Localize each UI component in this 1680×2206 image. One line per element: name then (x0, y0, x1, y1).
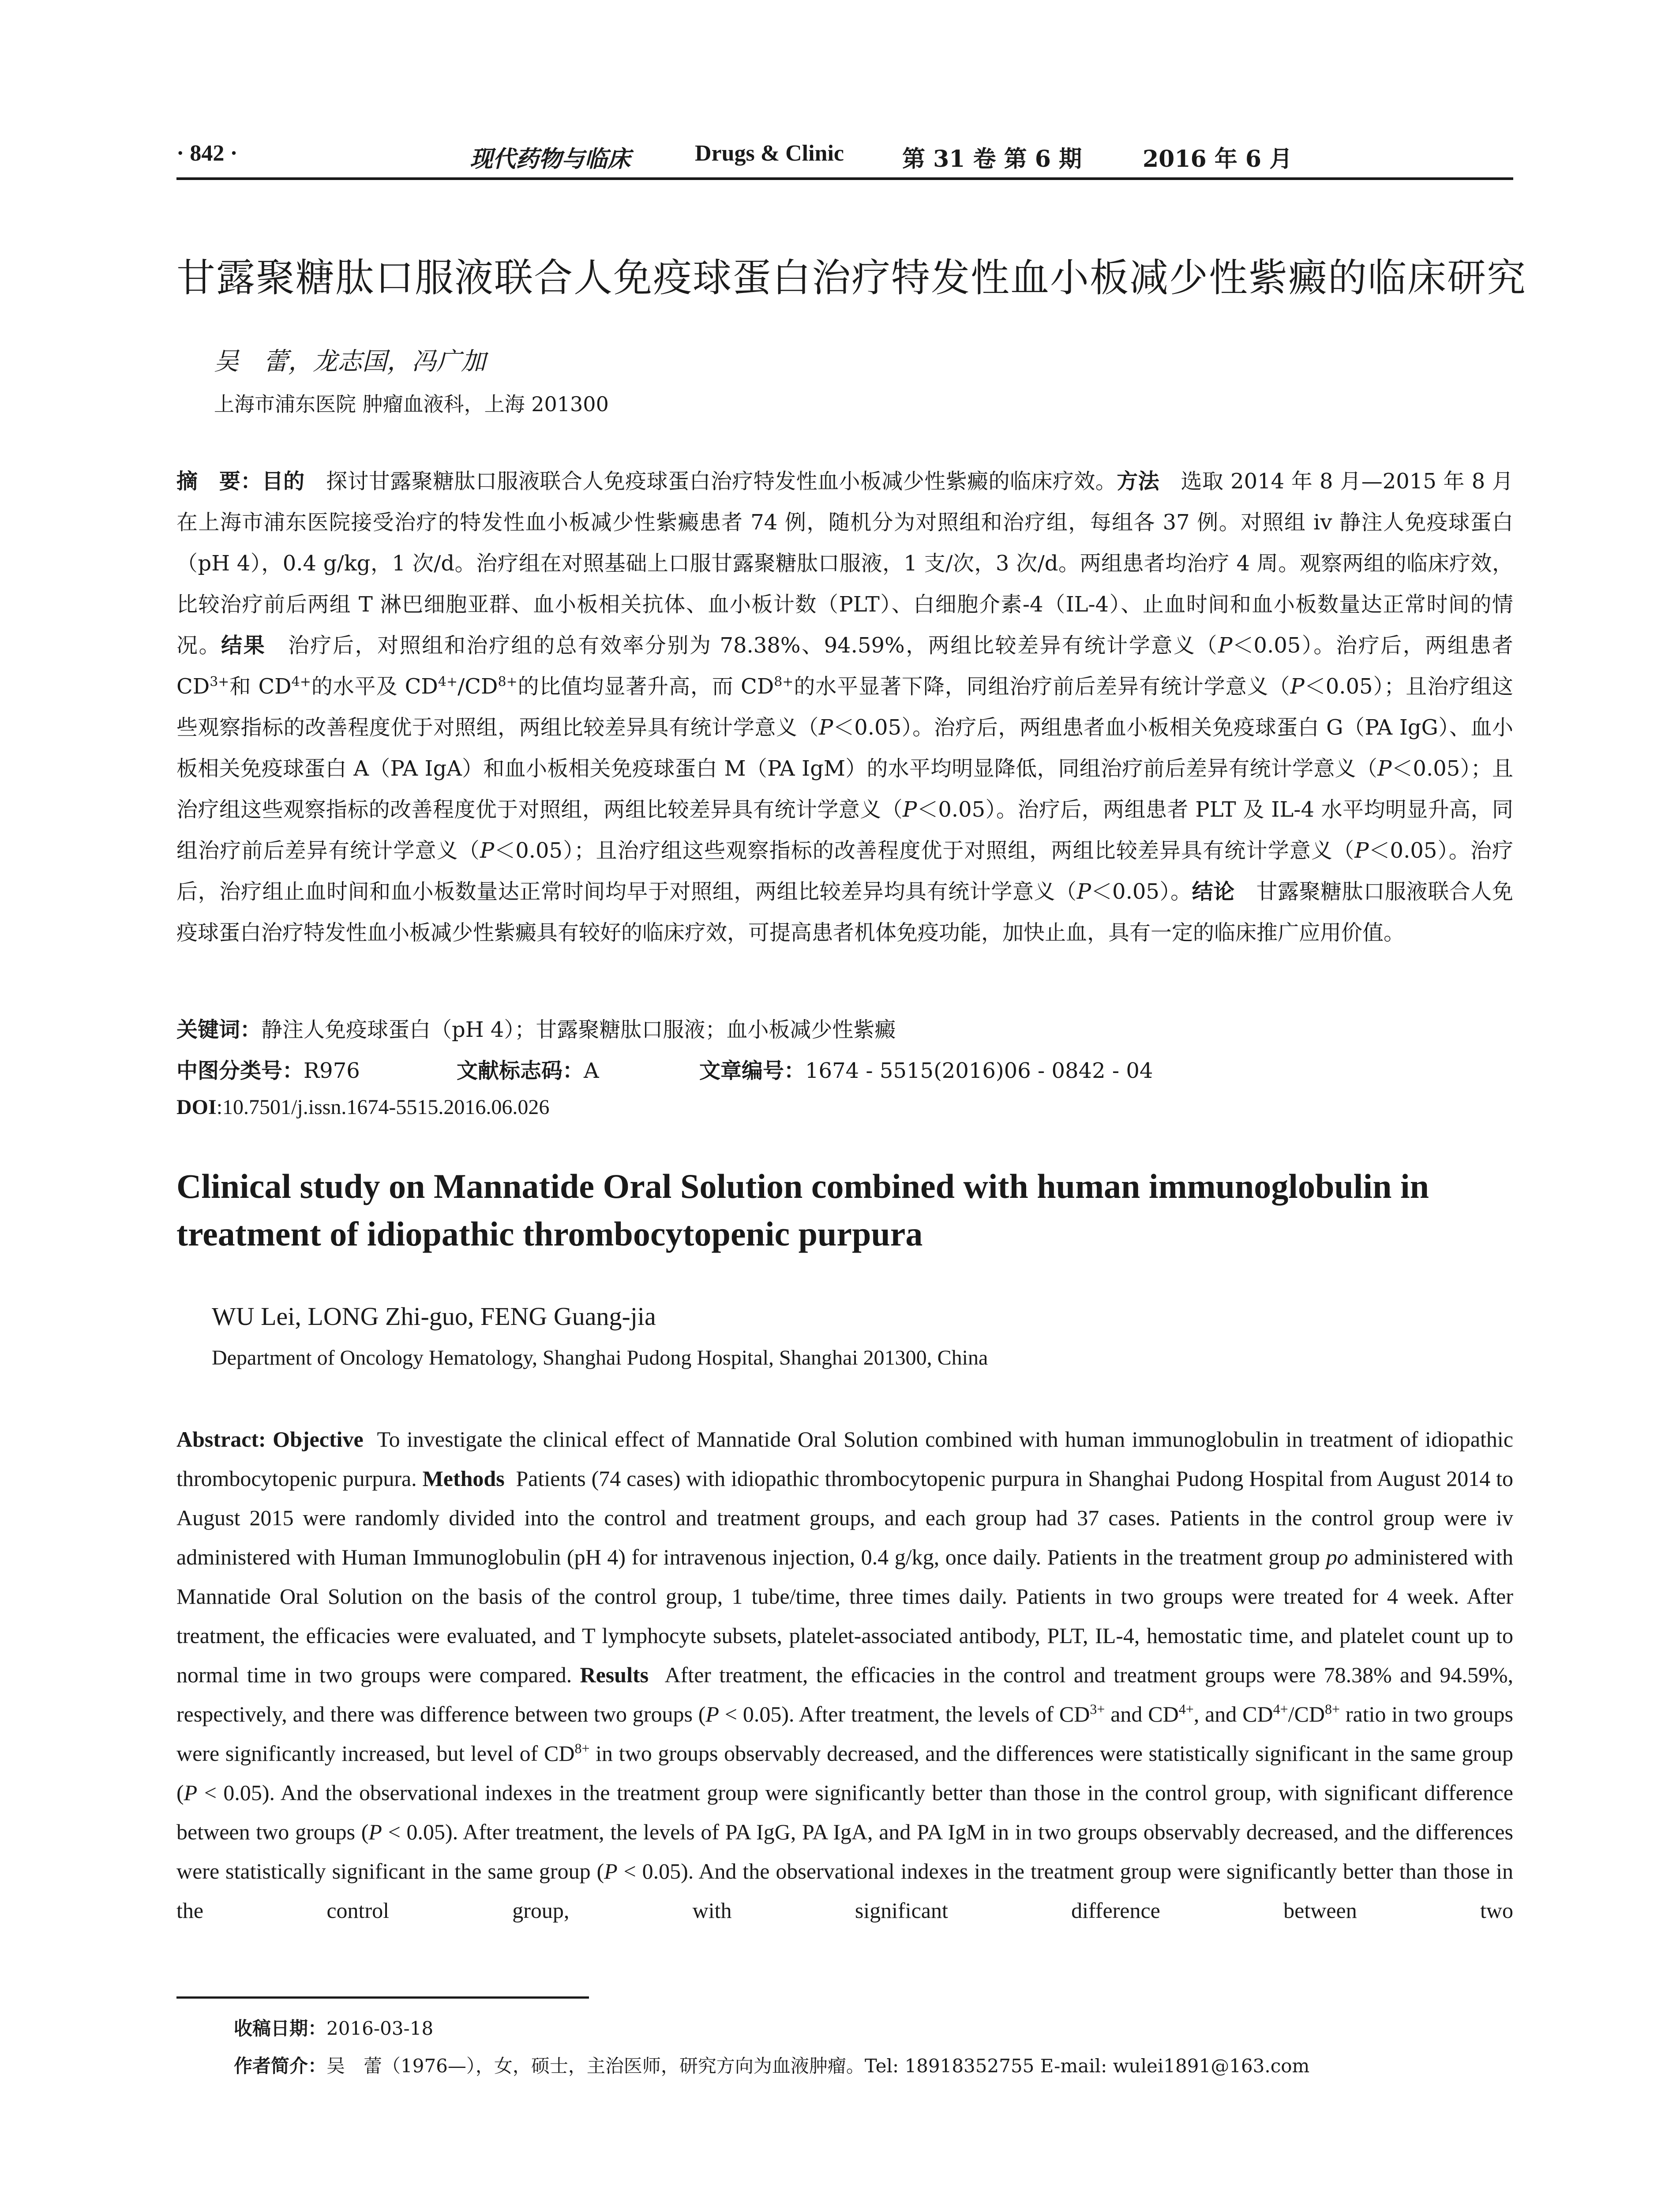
footnote-divider (176, 1996, 589, 1999)
clc-code (176, 1054, 360, 1084)
keywords-cn (176, 1013, 896, 1043)
affiliation-cn: 上海市浦东医院 肿瘤血液科，上海 201300 (214, 392, 609, 416)
results-text-cn: 的水平及 CD (311, 674, 438, 699)
results-text-cn: ＜0.05）。治疗后，治疗组止血时间和血小板数量达正常时间均早于对照组，两组比较差异均具有统计学意义（ (176, 838, 1513, 904)
results-text-en: ratio in two groups were significantly increased, but level of CD (176, 1702, 1513, 1766)
document-code-value: A (584, 1058, 599, 1083)
superscript: 3+ (1090, 1701, 1105, 1717)
superscript: 8+ (1324, 1701, 1340, 1717)
p-symbol: P (1377, 756, 1392, 781)
methods-label-cn: 方法 (1117, 469, 1160, 494)
doi-line (176, 1095, 549, 1119)
article-number-label: 文章编号： (699, 1058, 806, 1083)
superscript: 8+ (498, 674, 518, 690)
objective-text-cn: 探讨甘露聚糖肽口服液联合人免疫球蛋白治疗特发性血小板减少性紫癜的临床疗效。 (326, 469, 1117, 494)
results-text-en: < 0.05). And the observational indexes in the treatment group were significantly better than those in the control group, with significant difference between two groups ( (176, 1780, 1513, 1844)
superscript: 4+ (1178, 1701, 1194, 1717)
superscript: 8+ (574, 1740, 590, 1756)
results-text-en: < 0.05). After treatment, the levels of CD (719, 1702, 1090, 1726)
results-text-en: < 0.05). And the observational indexes in the treatment group were significantly better than those in the control group, with significant difference between two (176, 1859, 1513, 1923)
classification-line (176, 1054, 1513, 1089)
results-text-en: /CD (1288, 1702, 1325, 1726)
abstract-cn (176, 461, 1513, 953)
p-symbol: P (604, 1859, 618, 1883)
p-symbol: P (480, 838, 495, 863)
results-text-en: < 0.05). After treatment, the levels of PA IgG, PA IgA, and PA IgM in in two groups observably decreased, and the differences were statistically significant in the same group ( (176, 1820, 1513, 1883)
abstract-label-en: Abstract: (176, 1427, 266, 1452)
results-text-cn: /CD (458, 674, 498, 699)
header-divider (176, 177, 1513, 180)
authors-en: WU Lei, LONG Zhi-guo, FENG Guang-jia (212, 1302, 656, 1331)
doi-label: DOI (176, 1095, 217, 1119)
author-bio (234, 2052, 1309, 2078)
p-symbol: P (705, 1702, 719, 1726)
superscript: 3+ (210, 674, 229, 690)
methods-text-cn: 选取 2014 年 8 月—2015 年 8 月在上海市浦东医院接受治疗的特发性血小板减少性紫癜患者 74 例，随机分为对照组和治疗组，每组各 37 例。对照组 iv 静注人免疫球蛋白（pH 4），0.4 g/kg，1 次/d。治疗组在对照基础上口服甘露聚糖肽口服液，1 支/次，3 次/d。两组患者均治疗 4 周。观察两组的临床疗效，比较治疗前后两组 T 淋巴细胞亚群、血小板相关抗体、血小板计数（PLT）、白细胞介素-4（IL-4）、止血时间和血小板数量达正常时间的情况。 (176, 469, 1513, 658)
author-bio-label: 作者简介： (234, 2055, 327, 2077)
received-value: 2016-03-18 (326, 2018, 434, 2039)
results-text-cn: 和 CD (229, 674, 292, 699)
document-code-label: 文献标志码： (457, 1058, 584, 1083)
keywords-label-cn: 关键词： (176, 1017, 262, 1042)
results-text-cn: 治疗后，对照组和治疗组的总有效率分别为 78.38%、94.59%，两组比较差异有统计学意义（ (288, 633, 1219, 658)
p-symbol: P (818, 715, 833, 740)
clc-value: R976 (304, 1058, 360, 1083)
results-text-cn: ＜0.05）；且治疗组这些观察指标的改善程度优于对照组，两组比较差异具有统计学意义（ (176, 756, 1513, 822)
affiliation-en: Department of Oncology Hematology, Shanghai Pudong Hospital, Shanghai 201300, China (212, 1346, 988, 1369)
results-text-cn: 的水平显著下降，同组治疗前后差异有统计学意义（ (793, 674, 1290, 699)
results-label-en: Results (580, 1662, 649, 1687)
journal-title-cn: 现代药物与临床 (470, 146, 631, 173)
article-title-cn: 甘露聚糖肽口服液联合人免疫球蛋白治疗特发性血小板减少性紫癜的临床研究 (176, 255, 1527, 300)
p-symbol: P (903, 797, 917, 822)
po-abbrev: po (1326, 1545, 1348, 1569)
author-bio-text: 吴 蕾（1976—），女，硕士，主治医师，研究方向为血液肿瘤。Tel: 18918352755 E-mail: wulei1891@163.com (326, 2055, 1310, 2077)
superscript: 8+ (774, 674, 794, 690)
results-text-cn: ＜0.05）。治疗后，两组患者 CD (176, 633, 1513, 699)
objective-text-en: To investigate the clinical effect of Mannatide Oral Solution combined with human immunoglobulin in treatment of idiopathic thrombocytopenic purpura. (176, 1427, 1514, 1491)
p-symbol: P (184, 1780, 198, 1805)
volume-issue: 第 31 卷 第 6 期 (902, 146, 1082, 173)
p-symbol: P (1218, 633, 1233, 658)
doi-value: :10.7501/j.issn.1674-5515.2016.06.026 (216, 1095, 550, 1119)
results-text-cn: ＜0.05）；且治疗组这些观察指标的改善程度优于对照组，两组比较差异具有统计学意义（ (176, 674, 1513, 740)
conclusion-text-cn: 甘露聚糖肽口服液联合人免疫球蛋白治疗特发性血小板减少性紫癜具有较好的临床疗效，可提高患者机体免疫功能，加快止血，具有一定的临床推广应用价值。 (176, 879, 1513, 945)
keywords-text-cn: 静注人免疫球蛋白（pH 4）；甘露聚糖肽口服液；血小板减少性紫癜 (261, 1017, 896, 1042)
results-text-en: After treatment, the efficacies in the control and treatment groups were 78.38% and 94.59%, respectively, and there was difference between two groups ( (176, 1662, 1514, 1726)
issue-date: 2016 年 6 月 (1143, 146, 1293, 173)
p-symbol: P (1076, 879, 1091, 904)
objective-label-en: Objective (273, 1427, 364, 1452)
conclusion-label-cn: 结论 (1192, 879, 1235, 904)
running-header (176, 140, 1513, 180)
results-text-en: in two groups observably decreased, and the differences were statistically significant in the same group ( (176, 1741, 1513, 1805)
methods-text-en: administered with Mannatide Oral Solution on the basis of the control group, 1 tube/time, three times daily. Patients in two groups were treated for 4 week. After treatment, the efficacies were evaluated, and T lymphocyte subsets, platelet-associated antibody, PLT, IL-4, hemostatic time, and platelet count up to normal time in two groups were compared. (176, 1545, 1513, 1687)
p-symbol: P (368, 1820, 382, 1844)
p-symbol: P (1290, 674, 1305, 699)
results-text-cn: ＜0.05）。 (1091, 879, 1192, 904)
article-number (699, 1054, 1153, 1084)
received-date (234, 2014, 433, 2041)
superscript: 4+ (1273, 1701, 1288, 1717)
results-text-cn: ＜0.05）。治疗后，两组患者 PLT 及 IL-4 水平均明显升高，同组治疗前后差异有统计学意义（ (176, 797, 1513, 863)
results-text-en: , and CD (1193, 1702, 1273, 1726)
received-label: 收稿日期： (234, 2018, 327, 2039)
results-text-en: and CD (1105, 1702, 1179, 1726)
p-symbol: P (1354, 838, 1369, 863)
results-label-cn: 结果 (221, 633, 266, 658)
document-code (457, 1054, 599, 1084)
superscript: 4+ (438, 674, 458, 690)
article-number-value: 1674 - 5515(2016)06 - 0842 - 04 (805, 1058, 1153, 1083)
results-text-cn: ＜0.05）。治疗后，两组患者血小板相关免疫球蛋白 G（PA IgG）、血小板相关免疫球蛋白 A（PA IgA）和血小板相关免疫球蛋白 M（PA IgM）的水平均明显降低，同组治疗前后差异有统计学意义（ (176, 715, 1513, 781)
methods-text-en: Patients (74 cases) with idiopathic thrombocytopenic purpura in Shanghai Pudong Hospital from August 2014 to August 2015 were randomly divided into the control and treatment groups, and each group had 37 cases. Patients in the control group were iv administered with Human Immunoglobulin (pH 4) for intravenous injection, 0.4 g/kg, once daily. Patients in the treatment group (176, 1466, 1514, 1569)
page-number: · 842 · (176, 141, 238, 166)
objective-label-cn: 目的 (262, 469, 305, 494)
authors-cn: 吴 蕾，龙志国，冯广加 (214, 347, 486, 376)
journal-title-en: Drugs & Clinic (695, 141, 844, 166)
results-text-cn: 的比值均显著升高，而 CD (517, 674, 774, 699)
article-title-en: Clinical study on Mannatide Oral Solution combined with human immunoglobulin in treatment of idiopathic thrombocytopenic purpura (176, 1167, 1429, 1253)
methods-label-en: Methods (422, 1466, 505, 1491)
superscript: 4+ (291, 674, 311, 690)
abstract-label-cn: 摘 要： (176, 469, 262, 494)
results-text-cn: ＜0.05）；且治疗组这些观察指标的改善程度优于对照组，两组比较差异具有统计学意义（ (494, 838, 1355, 863)
abstract-en (176, 1420, 1513, 1930)
clc-label: 中图分类号： (176, 1058, 304, 1083)
